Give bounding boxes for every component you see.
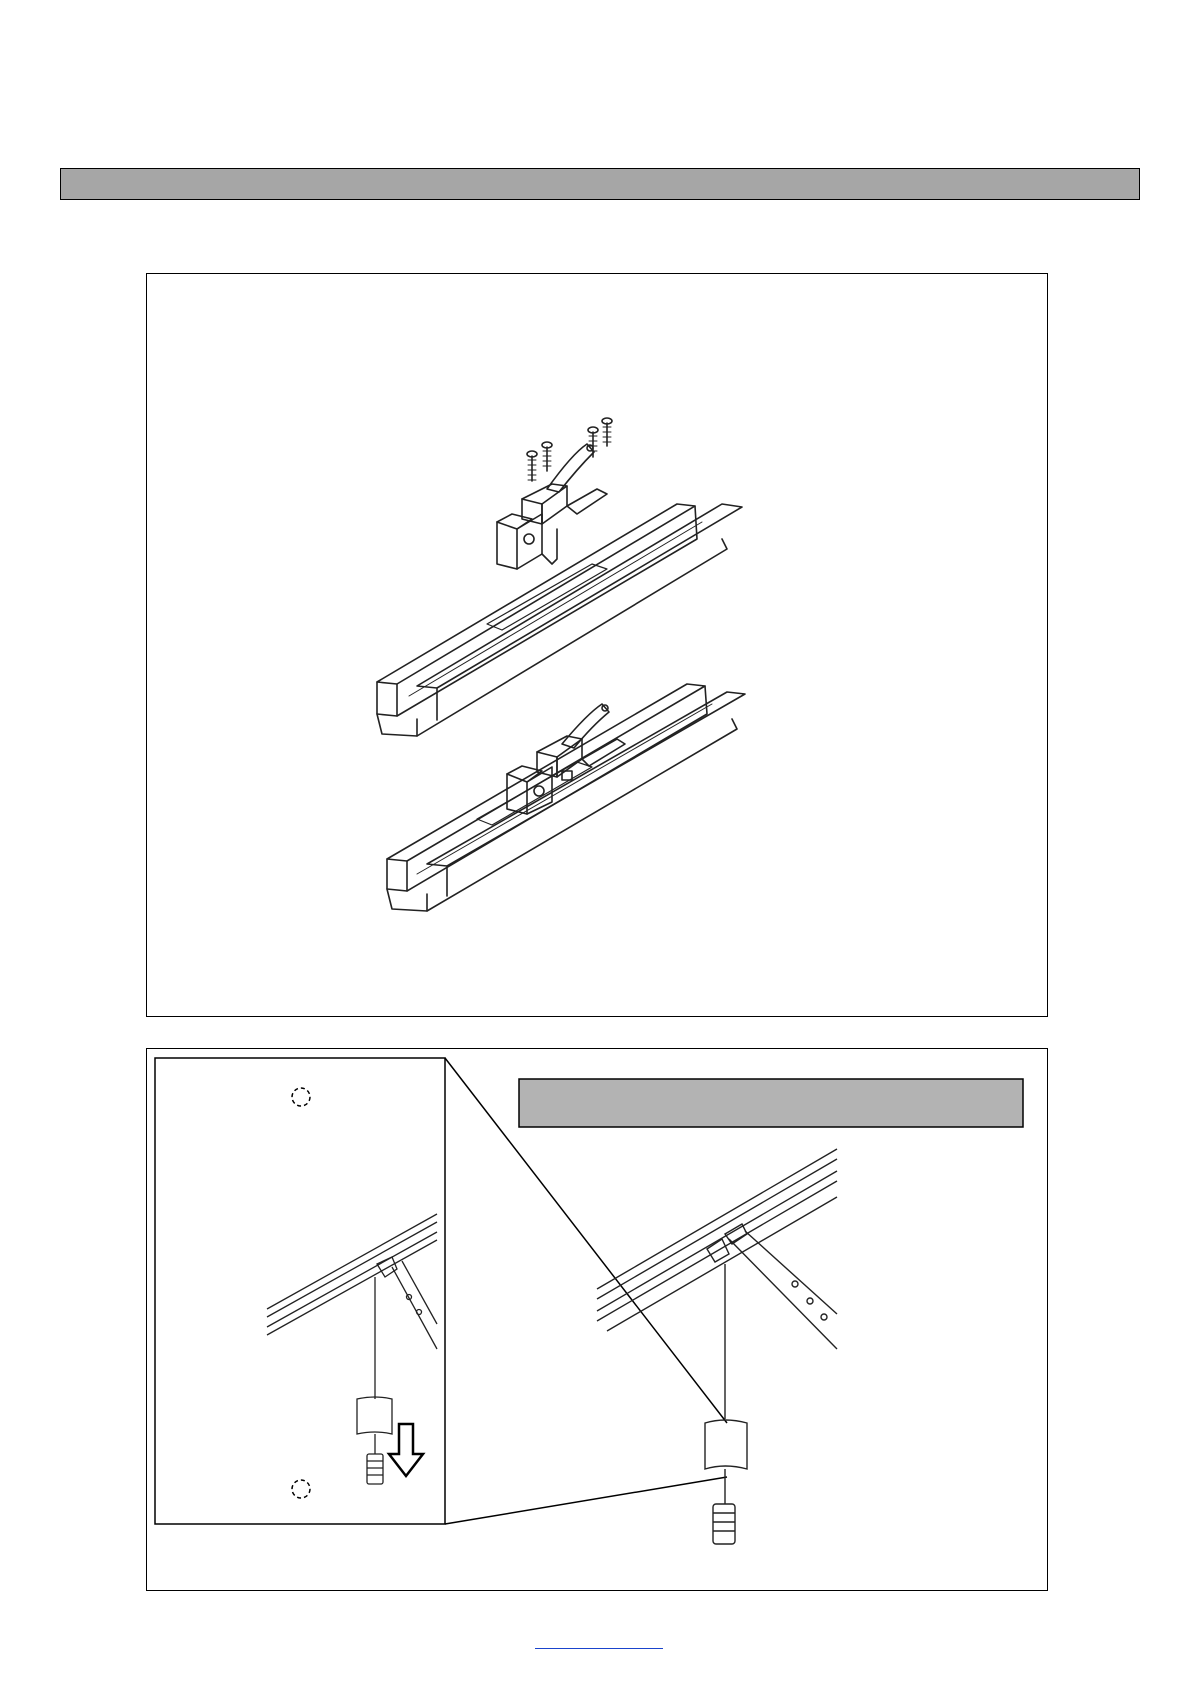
track-upper [377, 504, 742, 736]
cord-weight-icon [713, 1504, 735, 1544]
cord-weight-icon [367, 1454, 383, 1484]
label-bar [519, 1079, 1023, 1127]
footer-link[interactable] [535, 1648, 663, 1649]
main-track-detail [597, 1149, 837, 1544]
track-assembly-illustration [147, 274, 1047, 1016]
callout-line [445, 1477, 727, 1524]
bracket-upper [497, 444, 607, 569]
screw-icon [527, 451, 537, 481]
dashed-circle-icon [292, 1480, 310, 1498]
down-arrow-icon [389, 1424, 423, 1476]
figure-panel-top [146, 273, 1048, 1017]
section-header-bar [60, 168, 1140, 200]
figure-panel-bottom [146, 1048, 1048, 1591]
dashed-circle-icon [292, 1088, 310, 1106]
screw-icon [542, 442, 552, 471]
screw-icon [602, 418, 612, 446]
track-lower [387, 684, 745, 911]
cord-detail-illustration [147, 1049, 1047, 1590]
